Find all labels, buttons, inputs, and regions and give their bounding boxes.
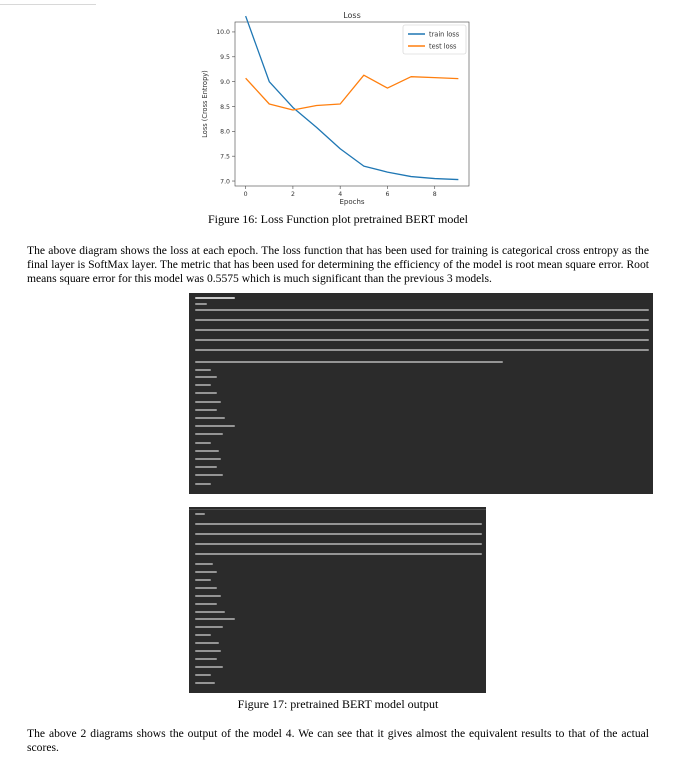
- y-tick-label: 9.5: [220, 54, 230, 62]
- console-text-line: [195, 433, 223, 435]
- console-text-line: [195, 409, 217, 411]
- series-line-test-loss: [246, 75, 459, 110]
- y-tick-label: 10.0: [216, 29, 230, 37]
- console-text-line: [195, 401, 221, 403]
- console-text-line: [195, 369, 211, 371]
- x-tick-label: 8: [432, 191, 437, 198]
- console-text-line: [195, 349, 649, 351]
- paragraph-loss-description: The above diagram shows the loss at each epoch. The loss function that has been used for training is categorical cross entropy as the final layer is SoftMax layer. The metric that has been used for determining the efficiency of the model is root mean square error. Root means square error for this model was 0.5575 which is much significant than the previous 3 models.: [27, 244, 649, 285]
- console-text-line: [195, 523, 482, 525]
- x-tick-label: 6: [385, 191, 390, 198]
- top-rule: [0, 4, 96, 5]
- console-text-line: [195, 309, 649, 311]
- console-separator: [189, 509, 486, 510]
- console-text-line: [195, 563, 213, 565]
- console-text-line: [195, 533, 482, 535]
- loss-chart: [190, 4, 490, 209]
- console-text-line: [195, 450, 219, 452]
- y-tick-label: 8.5: [220, 103, 230, 111]
- console-text-line: [195, 376, 217, 378]
- console-text-line: [195, 329, 649, 331]
- console-text-line: [195, 303, 207, 305]
- console-text-line: [195, 361, 503, 363]
- console-text-line: [195, 666, 223, 668]
- console-text-line: [195, 417, 225, 419]
- console-text-line: [195, 634, 211, 636]
- y-tick-label: 9.0: [220, 78, 230, 86]
- console-text-line: [195, 466, 217, 468]
- console-text-line: [195, 513, 205, 515]
- x-tick-label: 0: [243, 191, 248, 198]
- paragraph-output-description: The above 2 diagrams shows the output of the model 4. We can see that it gives almost the equivalent results to that of the actual scores.: [27, 727, 649, 754]
- x-axis-ticks: [244, 186, 437, 198]
- x-tick-label: 2: [290, 191, 295, 198]
- console-text-line: [195, 543, 482, 545]
- legend-label-train-loss: train loss: [429, 30, 460, 39]
- console-text-line: [195, 458, 221, 460]
- figure-16-caption: Figure 16: Loss Function plot pretrained BERT model: [207, 212, 469, 226]
- console-text-line: [195, 618, 235, 620]
- console-text-line: [195, 297, 235, 299]
- y-tick-label: 8.0: [220, 128, 230, 136]
- console-text-line: [195, 650, 221, 652]
- console-text-line: [195, 603, 217, 605]
- console-output-screenshot-2: [189, 507, 486, 693]
- y-tick-label: 7.5: [220, 153, 230, 161]
- console-text-line: [195, 626, 223, 628]
- figure-17-caption: Figure 17: pretrained BERT model output: [237, 697, 439, 711]
- console-text-line: [195, 474, 223, 476]
- console-text-line: [195, 319, 649, 321]
- legend: [403, 25, 466, 54]
- console-text-line: [195, 682, 215, 684]
- console-text-line: [195, 384, 211, 386]
- console-output-screenshot-1: [189, 293, 653, 494]
- x-tick-label: 4: [338, 191, 343, 198]
- console-text-line: [195, 642, 219, 644]
- chart-title: Loss: [343, 11, 361, 20]
- legend-label-test-loss: test loss: [429, 42, 457, 51]
- y-tick-label: 7.0: [220, 178, 230, 186]
- console-text-line: [195, 553, 482, 555]
- console-text-line: [195, 595, 221, 597]
- x-axis-label: Epochs: [339, 198, 365, 206]
- y-axis-label: Loss (Cross Entropy): [201, 70, 209, 138]
- console-text-line: [195, 674, 211, 676]
- console-text-line: [195, 425, 235, 427]
- console-text-line: [195, 339, 649, 341]
- console-text-line: [195, 571, 217, 573]
- console-text-line: [195, 587, 217, 589]
- console-text-line: [195, 579, 211, 581]
- console-text-line: [195, 483, 211, 485]
- console-text-line: [195, 442, 211, 444]
- console-text-line: [195, 611, 225, 613]
- console-text-line: [195, 658, 217, 660]
- console-text-line: [195, 392, 217, 394]
- y-axis-ticks: [216, 29, 235, 185]
